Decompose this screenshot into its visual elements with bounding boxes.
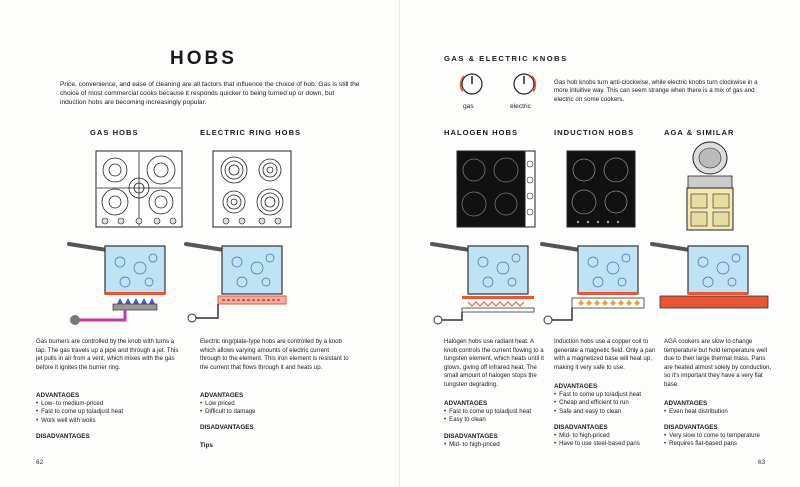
list-item: • Difficult to damage [200, 408, 350, 416]
electric-ring-hobs-heading: ELECTRIC RING HOBS [200, 128, 302, 137]
list-item: • Low- to medium-priced [36, 400, 186, 408]
aga-pan-illustration [648, 238, 768, 328]
electric-knob-icon [510, 70, 538, 98]
aga-description: AGA cookers are slow to change temperature but hold temperature well due to their large thermal mass. Pans are heated almost solely by conduction, so it's important they have a very flat base. [664, 338, 772, 388]
list-item: • Low priced [200, 400, 350, 408]
list-item: • Very slow to come to temperature [664, 432, 778, 440]
gas-hobs-heading: GAS HOBS [90, 128, 139, 137]
induction-description: Induction hobs use a copper coil to generate a magnetic field. Only a pan with a magnetized base will heat up, making it very safe to use. [554, 338, 656, 371]
gas-hob-illustration [95, 150, 183, 228]
list-item: • Safe and easy to clean [554, 408, 660, 416]
intro-paragraph: Price, convenience, and ease of cleaning are all factors that influence the choice of hob. Gas is still the choice of most commercial cooks because it responds quicker to being turned up or down, but induction hobs are becoming increasingly popular. [60, 81, 360, 106]
aga-illustration [685, 140, 735, 232]
electric-disadvantages-heading: DISADVANTAGES [200, 424, 254, 431]
gas-disadvantages-heading: DISADVANTAGES [36, 433, 90, 440]
halogen-advantages-list [444, 408, 550, 425]
list-item: • Mid- to high-priced [444, 441, 550, 449]
electric-advantages-heading: ADVANTAGES [200, 392, 244, 399]
induction-pan-illustration [538, 238, 658, 328]
halogen-hob-illustration [456, 150, 536, 228]
halogen-disadvantages-heading: DISADVANTAGES [444, 433, 498, 440]
electric-advantages-list [200, 400, 350, 417]
page-number: 62 [36, 459, 44, 466]
electric-ring-hob-illustration [212, 150, 292, 228]
list-item: • Fast to come up to/adjust heat [444, 408, 550, 416]
list-item: • Requires flat-based pans [664, 440, 778, 448]
tips-heading: Tips [200, 442, 213, 449]
right-page [400, 0, 800, 487]
electric-knob-label: electric [510, 103, 531, 110]
aga-disadvantages-heading: DISADVANTAGES [664, 424, 718, 431]
halogen-pan-illustration [428, 238, 548, 328]
list-item: • Cheap and efficient to run [554, 399, 660, 407]
induction-disadvantages-list [554, 432, 660, 449]
aga-heading: AGA & SIMILAR [664, 128, 735, 137]
list-item: • Easy to clean [444, 416, 550, 424]
halogen-advantages-heading: ADVANTAGES [444, 400, 488, 407]
electric-pan-illustration [182, 238, 302, 328]
induction-hob-illustration [566, 150, 636, 228]
list-item: • Fast to come up to/adjust heat [36, 408, 186, 416]
halogen-hobs-heading: HALOGEN HOBS [444, 128, 519, 137]
aga-advantages-heading: ADVANTAGES [664, 400, 708, 407]
page-title: HOBS [170, 48, 237, 69]
gas-knob-icon [458, 70, 486, 98]
list-item: • Fast to come up to/adjust heat [554, 391, 660, 399]
page-number: 63 [758, 459, 766, 466]
list-item: • Have to use steel-based pans [554, 440, 660, 448]
gas-pan-illustration [65, 238, 185, 328]
aga-advantages-list [664, 408, 774, 416]
list-item: • Work well with woks [36, 417, 186, 425]
halogen-disadvantages-list [444, 441, 550, 449]
induction-hobs-heading: INDUCTION HOBS [554, 128, 635, 137]
knobs-description: Gas hob knobs turn anti-clockwise, while electric knobs turn clockwise in a more intuitive way. This can seem strange when there is a mix of gas and electric on some cookers. [554, 79, 758, 103]
knobs-heading: GAS & ELECTRIC KNOBS [444, 54, 568, 63]
gas-advantages-heading: ADVANTAGES [36, 392, 80, 399]
induction-disadvantages-heading: DISADVANTAGES [554, 424, 608, 431]
halogen-description: Halogen hobs use radiant heat. A knob controls the current flowing to a tungsten element, which heats until it glows, giving off infrared heat. The small amount of halogen stops the tungsten degrading. [444, 338, 544, 388]
aga-disadvantages-list [664, 432, 778, 449]
induction-advantages-list [554, 391, 660, 416]
electric-ring-description: Electric ring/plate-type hobs are controlled by a knob which allows varying amounts of electric current through to the element. This iron element is resistant to the current that flows through it and heats up. [200, 338, 349, 371]
gas-knob-label: gas [463, 103, 474, 110]
gas-advantages-list [36, 400, 186, 425]
list-item: • Even heat distribution [664, 408, 774, 416]
gas-hobs-description: Gas burners are controlled by the knob with turns a tap. The gas travels up a pipe and through a jet. This jet pulls in air from a vent, which mixes with the gas before it ignites the burner ring. [36, 338, 179, 371]
induction-advantages-heading: ADVANTAGES [554, 383, 598, 390]
list-item: • Mid- to high-priced [554, 432, 660, 440]
